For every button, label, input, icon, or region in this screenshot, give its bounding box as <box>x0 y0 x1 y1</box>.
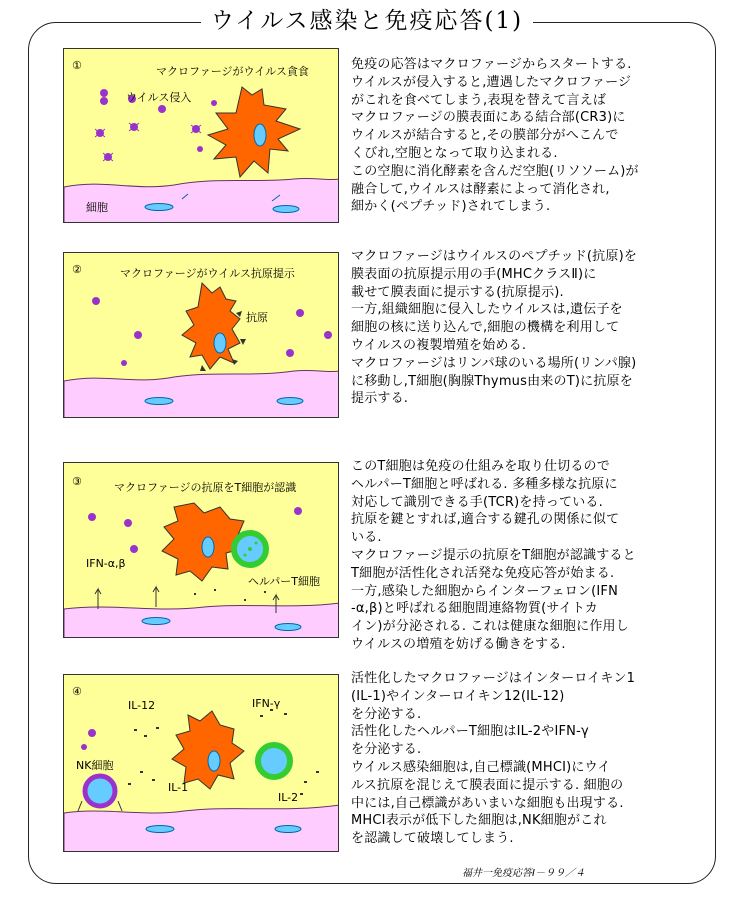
text-line: マクロファージ提示の抗原をT細胞が認識すると <box>351 547 636 563</box>
text-line: ルス抗原を混じえて膜表面に提示する. 細胞の <box>351 777 624 793</box>
panel-3-ifn-label: IFN-α,β <box>86 557 126 570</box>
panel-3-helper-label: ヘルパーT細胞 <box>248 575 320 588</box>
panel-4-text <box>351 670 706 848</box>
text-line: 載せて膜表面に提示する(抗原提示). <box>351 284 564 300</box>
panel-4-il2-label: IL-2 <box>278 791 299 804</box>
panel-4-nk-label: NK細胞 <box>76 759 114 772</box>
text-line: を分泌する. <box>351 742 422 758</box>
panel-2-number: ② <box>72 263 82 276</box>
text-line: このT細胞は免疫の仕組みを取り仕切るので <box>351 459 610 474</box>
text-line: マクロファージはウイルスのペプチッド(抗原)を <box>351 249 638 264</box>
text-line: マクロファージの膜表面にある結合部(CR3)に <box>351 110 626 126</box>
panel-4-illustration <box>63 674 339 852</box>
text-line: 細胞の核に送り込んで,細胞の機構を利用して <box>351 320 620 336</box>
text-line: を認識して破壊してしまう. <box>351 831 514 847</box>
text-line: 一方,感染した細胞からインターフェロン(IFN <box>351 583 619 599</box>
panel-1-text <box>351 56 706 216</box>
text-line: いる. <box>351 530 382 546</box>
panel-2-antigen-label: 抗原 <box>246 311 268 324</box>
panel-3-number: ③ <box>72 475 82 488</box>
text-line: くびれ,空胞となって取り込まれる. <box>351 145 558 161</box>
text-line: 対応して識別できる手(TCR)を持っている. <box>351 494 603 510</box>
text-line: T細胞が活性化され活発な免疫応答が始まる. <box>351 565 615 581</box>
text-line: ウイルスが結合すると,その膜部分がへこんで <box>351 128 619 144</box>
text-line: ウイルスの複製増殖を始める. <box>351 337 527 353</box>
panel-3-caption: マクロファージの抗原をT細胞が認識 <box>114 481 297 494</box>
text-line: (IL-1)やインターロイキン12(IL-12) <box>351 688 565 704</box>
text-line: この空胞に消化酵素を含んだ空胞(リソソーム)が <box>351 163 639 179</box>
text-line: MHCⅠ表示が低下した細胞は,NK細胞がこれ <box>351 813 607 829</box>
panel-2-caption: マクロファージがウイルス抗原提示 <box>120 267 295 280</box>
panel-2-text <box>351 248 706 408</box>
panel-1-caption: マクロファージがウイルス貪食 <box>156 65 309 78</box>
text-line: 細かく(ペプチッド)されてしまう. <box>351 199 551 215</box>
footer-credit: 福井一免疫応答Ⅰ－９９／４ <box>462 868 585 879</box>
text-line: 提示する. <box>351 391 409 407</box>
panel-1-illustration <box>63 48 339 223</box>
panel-4-number: ④ <box>72 685 82 698</box>
text-line: を分泌する. <box>351 706 422 722</box>
panel-4-il12-label: IL-12 <box>128 699 156 712</box>
panel-1-virus-label: ウイルス侵入 <box>126 91 192 104</box>
text-line: ヘルパーT細胞と呼ばれる. 多種多様な抗原に <box>351 476 618 492</box>
panel-1-cell-label: 細胞 <box>86 201 108 214</box>
text-line: に移動し,T細胞(胸腺Thymus由来のT)に抗原を <box>351 373 633 389</box>
page-title: ウイルス感染と免疫応答(1) <box>201 4 533 38</box>
panel-1-number: ① <box>72 59 82 72</box>
text-line: がこれを食べてしまう,表現を替えて言えば <box>351 92 607 108</box>
text-line: -α,β)と呼ばれる細胞間連絡物質(サイトカ <box>351 601 598 617</box>
text-line: イン)が分泌される. これは健康な細胞に作用し <box>351 619 629 635</box>
panel-2-illustration <box>63 252 339 418</box>
text-line: ウイルス感染細胞は,自己標識(MHCⅠ)にウイ <box>351 759 611 775</box>
text-line: 中には,自己標識があいまいな細胞も出現する. <box>351 795 624 811</box>
text-line: マクロファージはリンパ球のいる場所(リンパ腺) <box>351 355 637 371</box>
text-line: 融合して,ウイルスは酵素によって消化され, <box>351 181 610 197</box>
panel-3-illustration <box>63 462 339 638</box>
text-line: 免疫の応答はマクロファージからスタートする. <box>351 57 632 72</box>
text-line: ウイルスが侵入すると,遭遇したマクロファージ <box>351 74 632 90</box>
panel-4-ifng-label: IFN-γ <box>252 697 281 710</box>
text-line: ウイルスの増殖を妨げる働きをする. <box>351 636 566 652</box>
text-line: 活性化したヘルパーT細胞はIL-2やIFN-γ <box>351 724 589 740</box>
panel-3-text <box>351 458 706 654</box>
panel-4-il1-label: IL-1 <box>168 781 189 794</box>
text-line: 膜表面の抗原提示用の手(MHCクラスⅡ)に <box>351 266 597 282</box>
text-line: 活性化したマクロファージはインターロイキン1 <box>351 671 636 686</box>
text-line: 一方,組織細胞に侵入したウイルスは,遺伝子を <box>351 302 623 318</box>
text-line: 抗原を鍵とすれば,適合する鍵孔の関係に似て <box>351 512 620 528</box>
